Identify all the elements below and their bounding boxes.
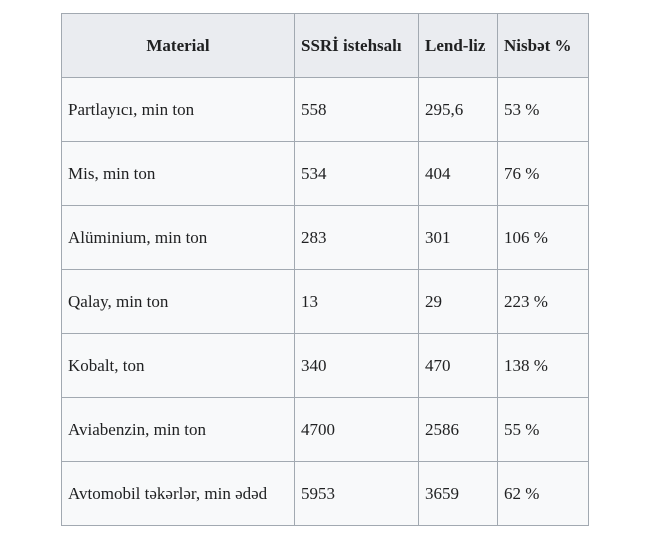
- cell-lend-lease: 301: [419, 206, 498, 270]
- cell-ratio: 138 %: [498, 334, 589, 398]
- cell-lend-lease: 295,6: [419, 78, 498, 142]
- table-row: [62, 142, 589, 206]
- cell-ussr-production: 534: [295, 142, 419, 206]
- cell-ratio: 55 %: [498, 398, 589, 462]
- cell-ussr-production: 340: [295, 334, 419, 398]
- cell-ratio: 62 %: [498, 462, 589, 526]
- header-ratio[interactable]: Nisbət %: [498, 14, 589, 78]
- table-row: [62, 334, 589, 398]
- cell-ussr-production: 13: [295, 270, 419, 334]
- lend-lease-table: [61, 13, 589, 526]
- cell-ratio: 223 %: [498, 270, 589, 334]
- header-ussr-production[interactable]: SSRİ istehsalı: [295, 14, 419, 78]
- cell-material: Alüminium, min ton: [62, 206, 295, 270]
- table-row: [62, 462, 589, 526]
- cell-lend-lease: 470: [419, 334, 498, 398]
- table-row: [62, 78, 589, 142]
- cell-ussr-production: 4700: [295, 398, 419, 462]
- cell-lend-lease: 2586: [419, 398, 498, 462]
- cell-material: Avtomobil təkərlər, min ədəd: [62, 462, 295, 526]
- cell-lend-lease: 404: [419, 142, 498, 206]
- header-material[interactable]: Material: [62, 14, 295, 78]
- cell-ratio: 76 %: [498, 142, 589, 206]
- cell-material: Qalay, min ton: [62, 270, 295, 334]
- header-row: [62, 14, 589, 78]
- cell-ratio: 106 %: [498, 206, 589, 270]
- table-row: [62, 398, 589, 462]
- table-row: [62, 270, 589, 334]
- cell-ussr-production: 5953: [295, 462, 419, 526]
- cell-ussr-production: 283: [295, 206, 419, 270]
- cell-lend-lease: 3659: [419, 462, 498, 526]
- cell-material: Mis, min ton: [62, 142, 295, 206]
- cell-ratio: 53 %: [498, 78, 589, 142]
- cell-material: Kobalt, ton: [62, 334, 295, 398]
- cell-material: Aviabenzin, min ton: [62, 398, 295, 462]
- cell-lend-lease: 29: [419, 270, 498, 334]
- cell-material: Partlayıcı, min ton: [62, 78, 295, 142]
- table-row: [62, 206, 589, 270]
- header-lend-lease[interactable]: Lend-liz: [419, 14, 498, 78]
- cell-ussr-production: 558: [295, 78, 419, 142]
